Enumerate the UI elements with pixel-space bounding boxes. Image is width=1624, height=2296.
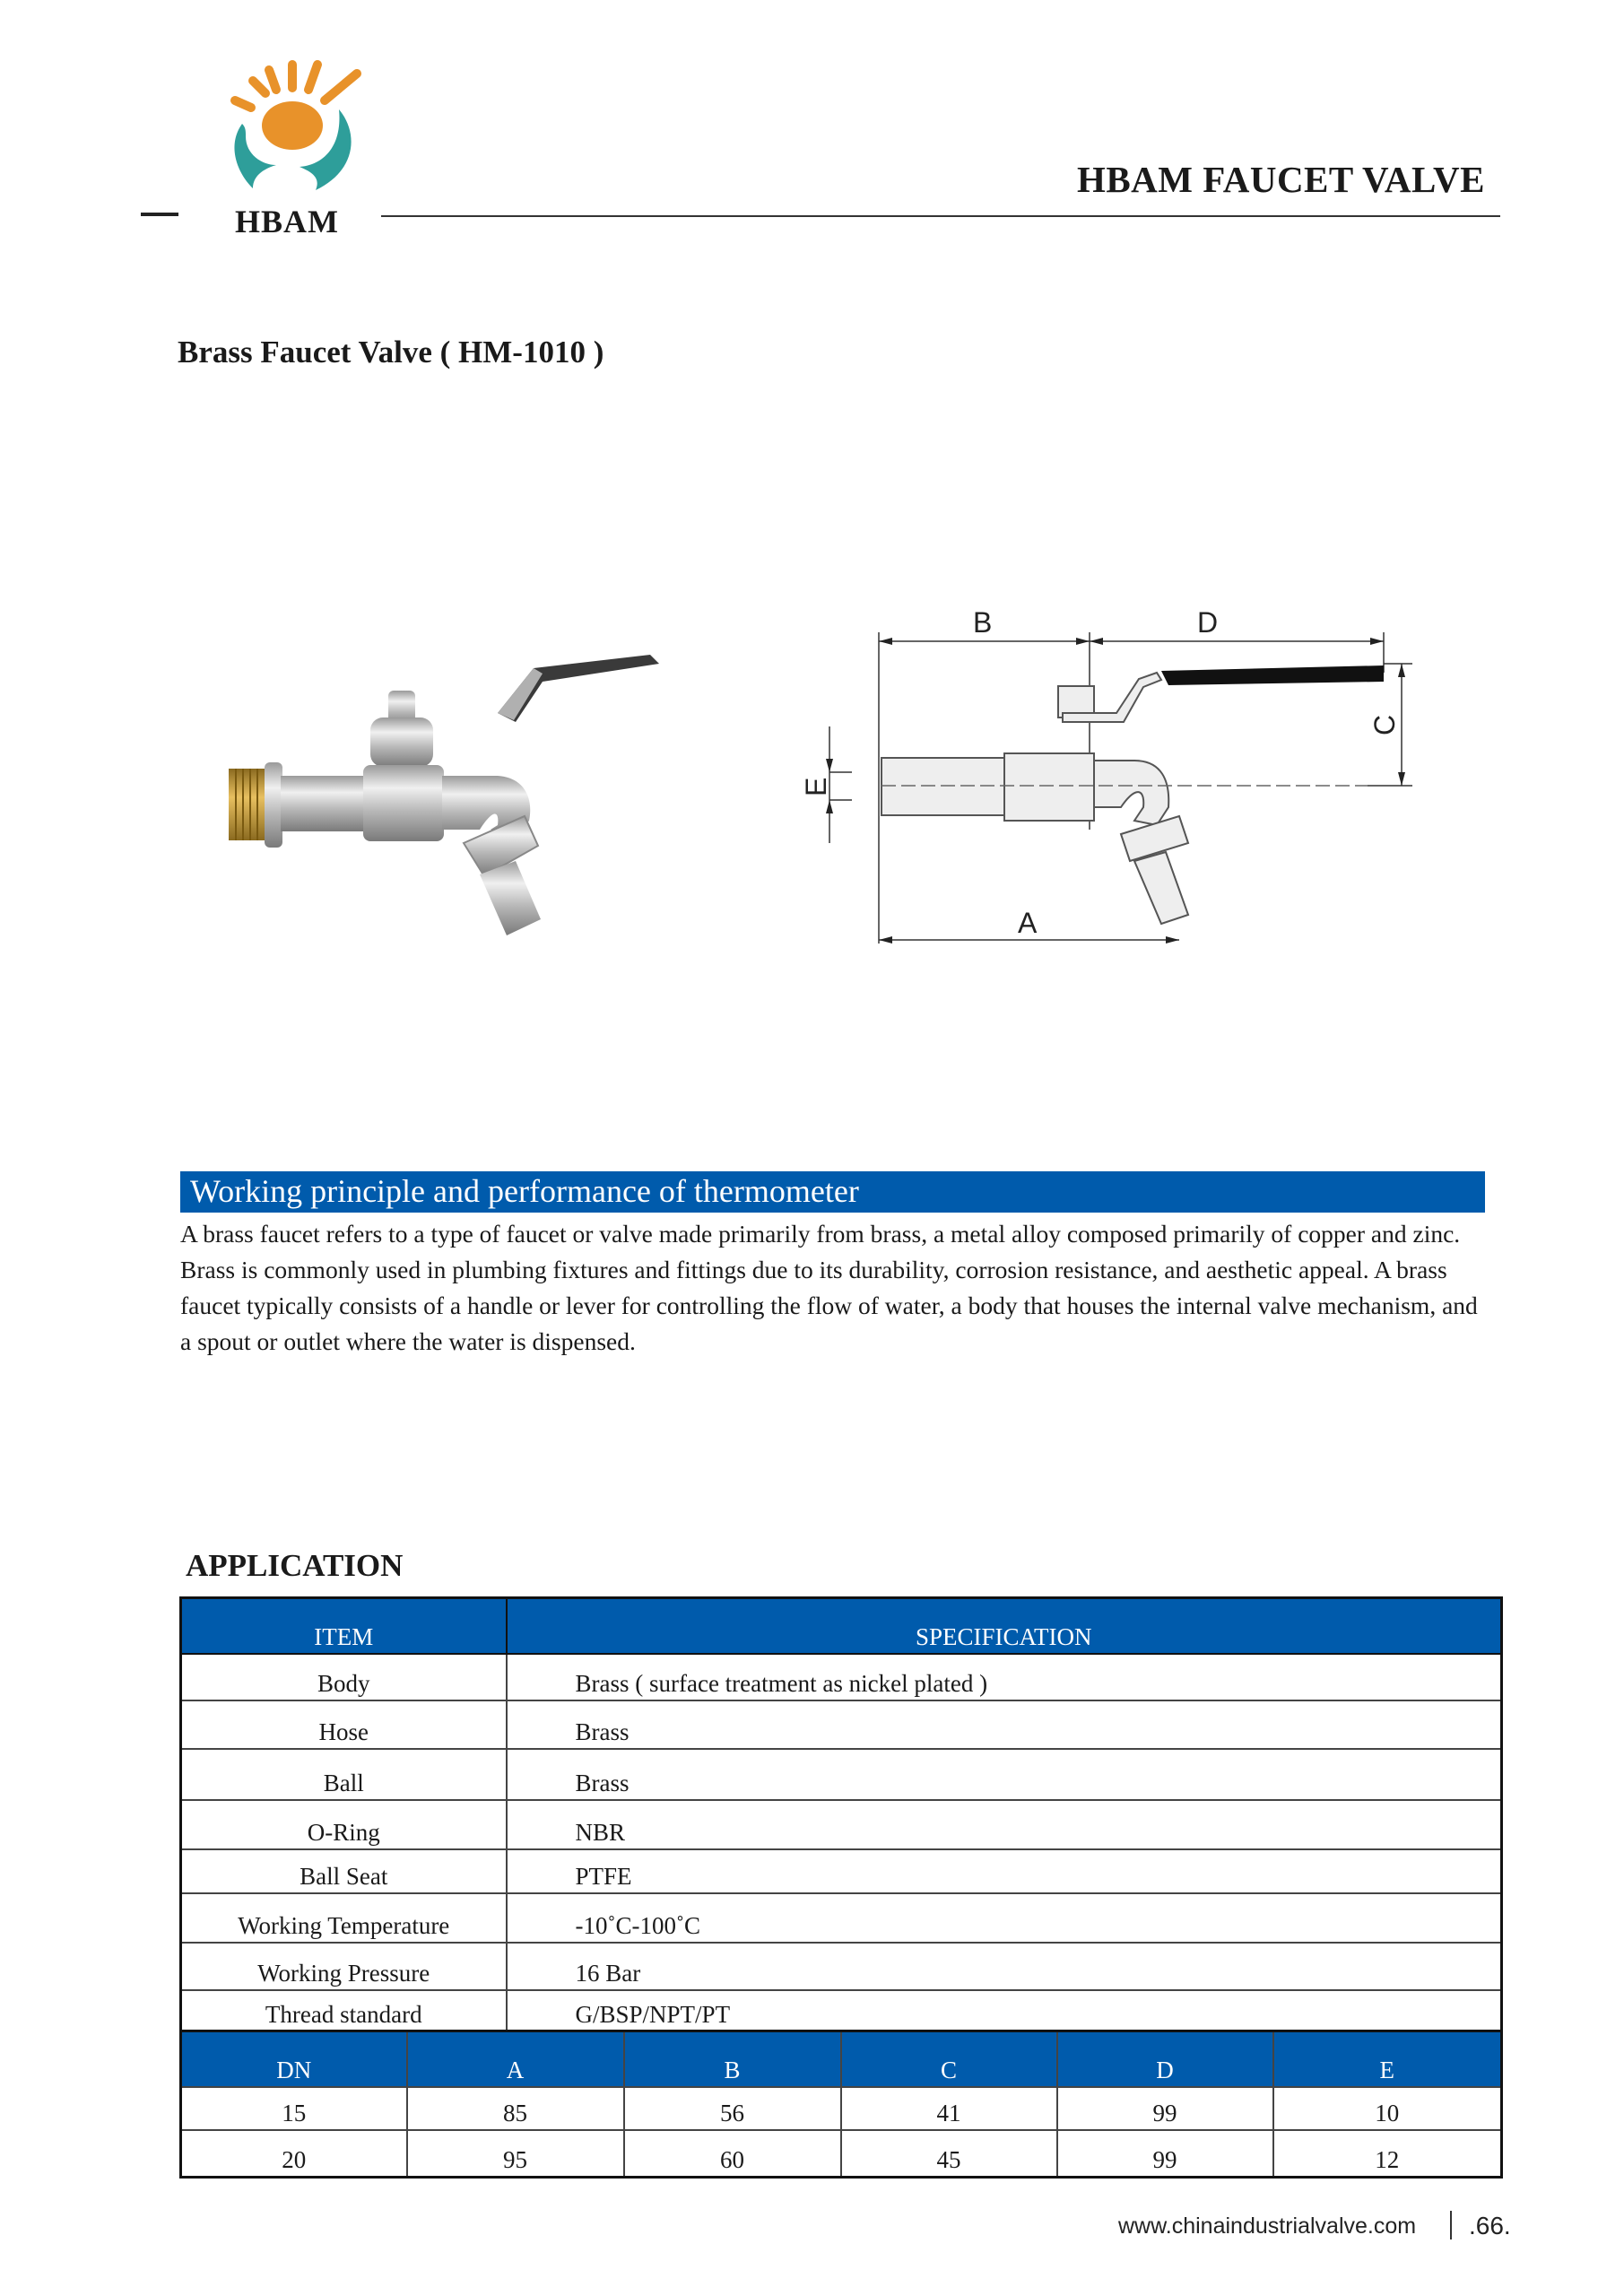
spec-value: 16 Bar (507, 1943, 1502, 1990)
cell-c: 45 (841, 2130, 1057, 2177)
spec-item: Ball Seat (181, 1849, 507, 1893)
column-header-dn: DN (181, 2031, 407, 2088)
table-row (181, 1893, 1502, 1943)
column-header-d: D (1057, 2031, 1273, 2088)
column-header-b: B (624, 2031, 841, 2088)
column-header-c: C (841, 2031, 1057, 2088)
cell-e: 12 (1273, 2130, 1502, 2177)
cell-c: 41 (841, 2087, 1057, 2130)
table-row (181, 2130, 1502, 2177)
brand-name: HBAM (235, 204, 339, 239)
cell-a: 85 (407, 2087, 624, 2130)
cell-b: 56 (624, 2087, 841, 2130)
dim-label-c: C (1368, 714, 1401, 735)
column-header-spec: SPECIFICATION (507, 1598, 1502, 1655)
dimension-table (179, 2030, 1503, 2179)
cell-e: 10 (1273, 2087, 1502, 2130)
spec-table (179, 1596, 1503, 2033)
dim-label-a: A (1018, 907, 1038, 939)
cell-d: 99 (1057, 2130, 1273, 2177)
spec-value: -10˚C-100˚C (507, 1893, 1502, 1943)
section-heading: Working principle and performance of thermometer (190, 1173, 859, 1209)
column-header-item: ITEM (181, 1598, 507, 1655)
cell-dn: 15 (181, 2087, 407, 2130)
spec-item: Thread standard (181, 1990, 507, 2031)
table-row (181, 1800, 1502, 1849)
dim-label-b: B (973, 606, 993, 639)
product-title: Brass Faucet Valve ( HM-1010 ) (178, 335, 604, 370)
dim-label-d: D (1197, 606, 1219, 639)
website-link[interactable]: www.chinaindustrialvalve.com (1118, 2213, 1417, 2239)
page-title: HBAM FAUCET VALVE (1076, 159, 1485, 200)
spec-item: Ball (181, 1749, 507, 1800)
spec-value: Brass (507, 1700, 1502, 1749)
brass-faucet-photo-icon (229, 614, 749, 946)
spec-value: Brass (507, 1749, 1502, 1800)
dimension-drawing (803, 592, 1430, 960)
table-row (181, 1990, 1502, 2031)
column-header-e: E (1273, 2031, 1502, 2088)
spec-value: Brass ( surface treatment as nickel plated ) (507, 1654, 1502, 1700)
cell-a: 95 (407, 2130, 624, 2177)
application-title: APPLICATION (186, 1548, 404, 1583)
table-row (181, 1700, 1502, 1749)
dim-label-e: E (803, 777, 832, 796)
spec-item: Working Temperature (181, 1893, 507, 1943)
section-heading-bar (180, 1171, 1485, 1213)
spec-item: Hose (181, 1700, 507, 1749)
table-row (181, 1654, 1502, 1700)
hbam-logo-icon (222, 54, 366, 197)
footer-divider (1450, 2211, 1452, 2239)
cell-d: 99 (1057, 2087, 1273, 2130)
table-row (181, 1849, 1502, 1893)
dimension-table-header (181, 2031, 1502, 2088)
spec-item: Body (181, 1654, 507, 1700)
header-dash (141, 213, 178, 216)
spec-value: G/BSP/NPT/PT (507, 1990, 1502, 2031)
spec-table-header (181, 1598, 1502, 1655)
spec-value: PTFE (507, 1849, 1502, 1893)
header-rule (381, 215, 1500, 217)
page-number: .66. (1469, 2212, 1511, 2239)
spec-value: NBR (507, 1800, 1502, 1849)
spec-item: Working Pressure (181, 1943, 507, 1990)
table-row (181, 2087, 1502, 2130)
table-row (181, 1943, 1502, 1990)
table-row (181, 1749, 1502, 1800)
column-header-a: A (407, 2031, 624, 2088)
cell-dn: 20 (181, 2130, 407, 2177)
cell-b: 60 (624, 2130, 841, 2177)
spec-item: O-Ring (181, 1800, 507, 1849)
section-description: A brass faucet refers to a type of faucet or valve made primarily from brass, a metal alloy composed primarily of copper and zinc. Brass is commonly used in plumbing fixtures and fittings due to its durability, corrosion resistance, and aesthetic appeal. A brass faucet typically consists of a handle or lever for controlling the flow of water, a body that houses the internal valve mechanism, and a spout or outlet where the water is dispensed. (180, 1220, 1478, 1355)
